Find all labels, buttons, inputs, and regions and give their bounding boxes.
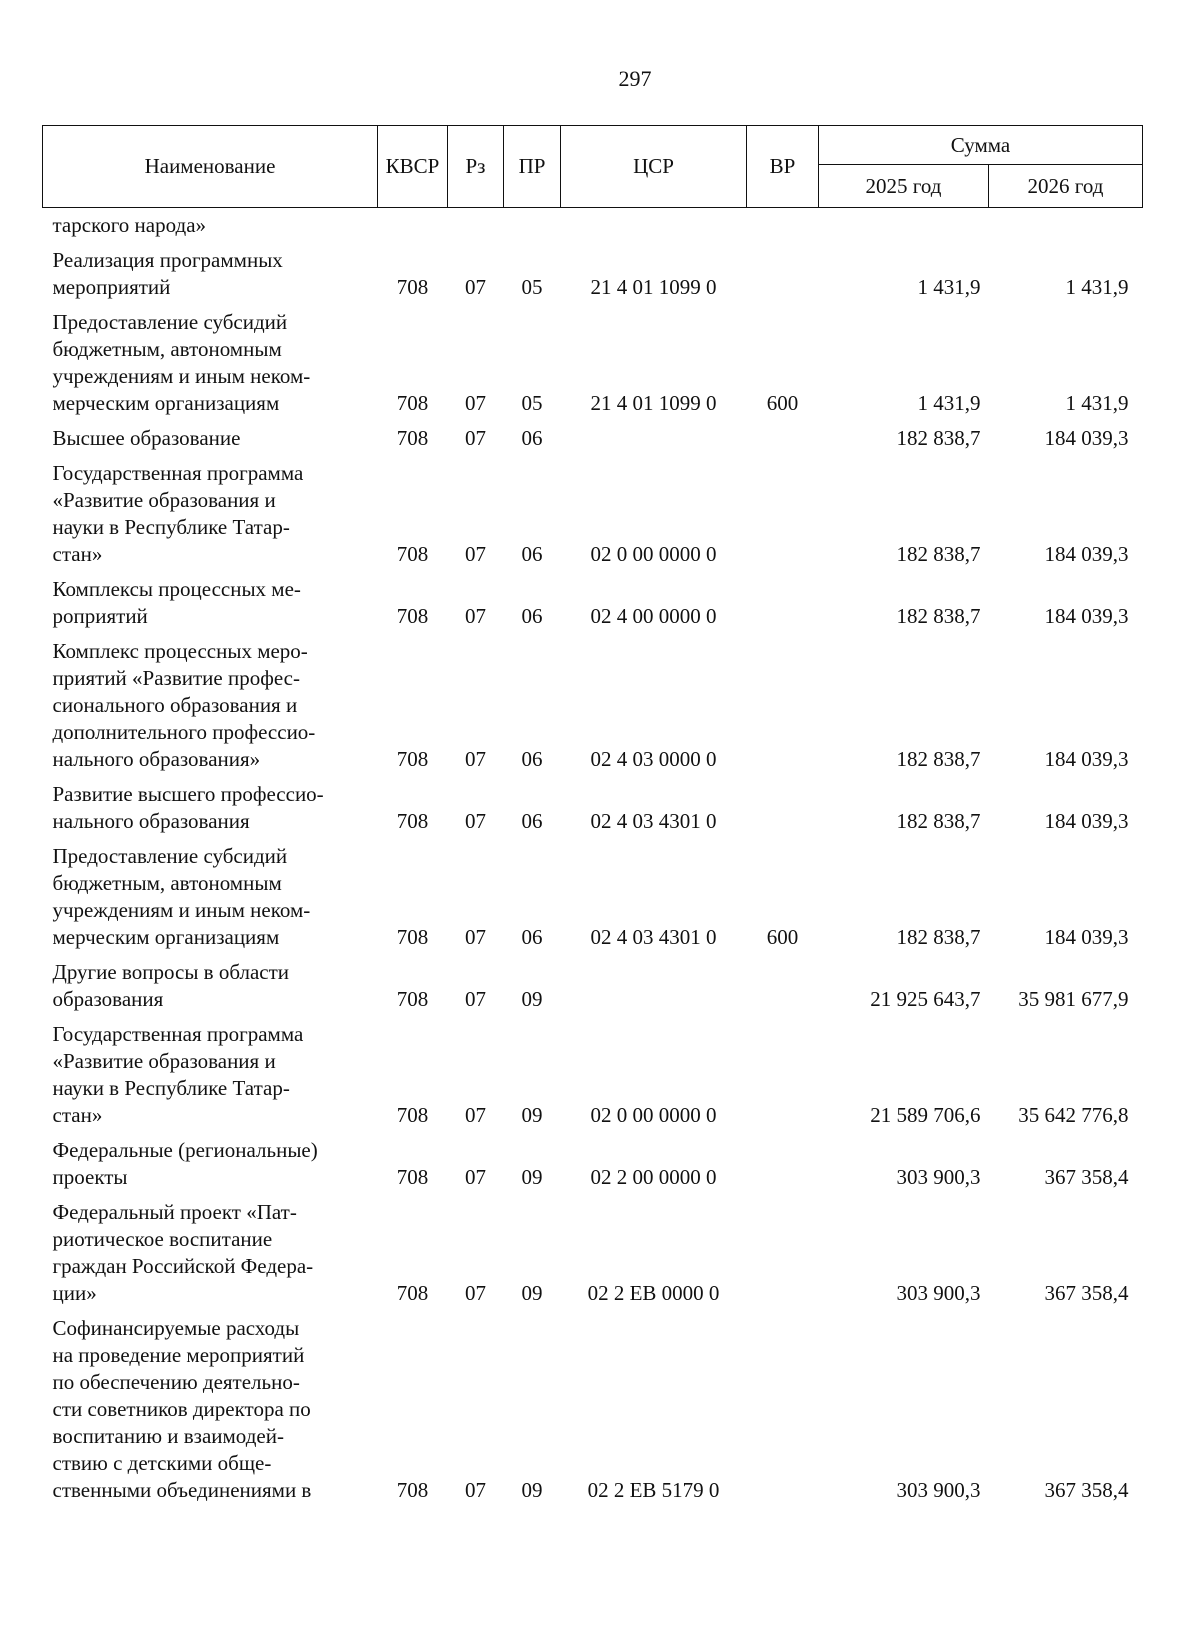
- row-sum-2025: 182 838,7: [896, 809, 981, 833]
- row-name: [43, 417, 378, 452]
- header-vr: ВР: [747, 126, 819, 208]
- table-row: [43, 417, 1143, 452]
- row-pr: 09: [521, 987, 543, 1011]
- row-kvsr: 708: [396, 747, 429, 771]
- row-sum-2025: 1 431,9: [917, 391, 981, 415]
- row-pr: 06: [521, 426, 543, 450]
- row-vr: 600: [766, 925, 799, 949]
- row-name-text: Реализация программных мероприятий: [52, 248, 283, 299]
- row-pr: 06: [521, 747, 543, 771]
- table-row: [43, 1129, 1143, 1191]
- header-name: Наименование: [43, 126, 378, 208]
- row-csr: 02 4 03 4301 0: [590, 925, 717, 949]
- row-csr: 21 4 01 1099 0: [590, 275, 717, 299]
- row-vr: [747, 568, 819, 630]
- row-name: [43, 239, 378, 301]
- row-vr: 600: [766, 391, 799, 415]
- row-rz: 07: [465, 747, 486, 771]
- row-kvsr: 708: [396, 809, 429, 833]
- row-csr: 21 4 01 1099 0: [590, 391, 717, 415]
- row-name: [43, 1191, 378, 1307]
- header-kvsr: КВСР: [378, 126, 448, 208]
- row-kvsr: 708: [396, 426, 429, 450]
- row-name-text: Предоставление субсидий бюджетным, автономным учреждениям и иным неком- мерческим организациям: [52, 310, 311, 415]
- table-row: [43, 835, 1143, 951]
- row-pr: 06: [521, 542, 543, 566]
- budget-table: [42, 125, 1143, 1504]
- row-rz: 07: [465, 1478, 486, 1502]
- row-sum-2026: 367 358,4: [1044, 1478, 1129, 1502]
- row-sum-2026: 184 039,3: [1044, 604, 1129, 628]
- row-pr: 09: [521, 1103, 543, 1127]
- row-kvsr: 708: [396, 1281, 429, 1305]
- row-csr: 02 2 ЕВ 5179 0: [587, 1478, 720, 1502]
- row-name: [43, 452, 378, 568]
- row-vr: [747, 1129, 819, 1191]
- row-csr: 02 4 03 4301 0: [590, 809, 717, 833]
- row-pr: 09: [521, 1478, 543, 1502]
- row-kvsr: 708: [396, 1103, 429, 1127]
- row-sum-2025: 182 838,7: [896, 604, 981, 628]
- row-vr: [747, 239, 819, 301]
- row-name-text: Государственная программа «Развитие образования и науки в Республике Татар- стан»: [52, 1022, 304, 1127]
- row-csr: 02 2 00 0000 0: [590, 1165, 717, 1189]
- row-name: [43, 568, 378, 630]
- row-sum-2025: 21 589 706,6: [870, 1103, 981, 1127]
- row-vr: [747, 630, 819, 773]
- row-kvsr: 708: [396, 1165, 429, 1189]
- row-name: [43, 301, 378, 417]
- page-number: 297: [618, 66, 652, 91]
- row-sum-2026: 1 431,9: [1065, 275, 1129, 299]
- table-row: [43, 239, 1143, 301]
- row-csr: [561, 417, 747, 452]
- row-sum-2025: 182 838,7: [896, 426, 981, 450]
- row-rz: 07: [465, 1165, 486, 1189]
- row-rz: 07: [465, 542, 486, 566]
- row-pr: 06: [521, 604, 543, 628]
- header-year-2026: 2026 год: [989, 165, 1143, 208]
- row-pr: 05: [521, 275, 543, 299]
- row-sum-2026: 367 358,4: [1044, 1281, 1129, 1305]
- row-sum-2025: 1 431,9: [917, 275, 981, 299]
- row-vr: [747, 951, 819, 1013]
- row-vr: [747, 1307, 819, 1504]
- table-row: [43, 568, 1143, 630]
- row-sum-2026: 184 039,3: [1044, 809, 1129, 833]
- row-name-text: Софинансируемые расходы на проведение мероприятий по обеспечению деятельно- сти советников директора по воспитанию и взаимодей- ствию с детскими обще- ственными объединениями в: [52, 1316, 312, 1502]
- row-pr: 06: [521, 925, 543, 949]
- row-vr: [747, 773, 819, 835]
- row-name-text: Другие вопросы в области образования: [52, 960, 290, 1011]
- row-sum-2025: 21 925 643,7: [870, 987, 981, 1011]
- row-name: [43, 1129, 378, 1191]
- table-row: [43, 773, 1143, 835]
- table-body: [43, 208, 1143, 1505]
- row-vr: [747, 452, 819, 568]
- row-csr: 02 2 ЕВ 0000 0: [587, 1281, 720, 1305]
- row-csr: 02 0 00 0000 0: [590, 542, 717, 566]
- row-name-text: Федеральные (региональные) проекты: [52, 1138, 318, 1189]
- table-row: [43, 1307, 1143, 1504]
- header-csr: ЦСР: [561, 126, 747, 208]
- row-name: [43, 1307, 378, 1504]
- continuation-row: [43, 208, 1143, 240]
- row-name-text: Государственная программа «Развитие образования и науки в Республике Татар- стан»: [52, 461, 304, 566]
- row-name-text: Предоставление субсидий бюджетным, автономным учреждениям и иным неком- мерческим организациям: [52, 844, 311, 949]
- row-sum-2025: 182 838,7: [896, 747, 981, 771]
- row-sum-2026: 367 358,4: [1044, 1165, 1129, 1189]
- row-name-text: Развитие высшего профессио- нального образования: [52, 782, 324, 833]
- row-kvsr: 708: [396, 925, 429, 949]
- header-rz: Рз: [448, 126, 504, 208]
- row-kvsr: 708: [396, 604, 429, 628]
- row-rz: 07: [465, 1281, 486, 1305]
- row-name-text: Федеральный проект «Пат- риотическое воспитание граждан Российской Федера- ции»: [52, 1200, 314, 1305]
- row-name: [43, 951, 378, 1013]
- row-kvsr: 708: [396, 275, 429, 299]
- row-sum-2026: 184 039,3: [1044, 925, 1129, 949]
- row-name: [43, 630, 378, 773]
- row-rz: 07: [465, 426, 486, 450]
- table-row: [43, 301, 1143, 417]
- row-name-text: Высшее образование: [52, 426, 241, 450]
- table-row: [43, 951, 1143, 1013]
- row-kvsr: 708: [396, 391, 429, 415]
- table-row: [43, 1191, 1143, 1307]
- row-sum-2025: 303 900,3: [896, 1281, 981, 1305]
- row-csr: [561, 951, 747, 1013]
- row-kvsr: 708: [396, 987, 429, 1011]
- row-sum-2025: 303 900,3: [896, 1165, 981, 1189]
- row-rz: 07: [465, 809, 486, 833]
- row-name: [43, 208, 378, 240]
- row-sum-2025: 182 838,7: [896, 542, 981, 566]
- table-header: [43, 126, 1143, 208]
- row-rz: 07: [465, 391, 486, 415]
- row-vr: [747, 1191, 819, 1307]
- table-row: [43, 1013, 1143, 1129]
- row-pr: 05: [521, 391, 543, 415]
- table-row: [43, 630, 1143, 773]
- row-pr: 06: [521, 809, 543, 833]
- header-sum: Сумма: [819, 126, 1143, 165]
- row-csr: 02 4 03 0000 0: [590, 747, 717, 771]
- row-vr: [747, 417, 819, 452]
- row-csr: 02 0 00 0000 0: [590, 1103, 717, 1127]
- row-kvsr: 708: [396, 1478, 429, 1502]
- row-rz: 07: [465, 987, 486, 1011]
- table-row: [43, 452, 1143, 568]
- row-sum-2026: 184 039,3: [1044, 542, 1129, 566]
- continuation-text: тарского народа»: [52, 213, 207, 237]
- row-name-text: Комплекс процессных меро- приятий «Развитие профес- сионального образования и дополнительного профессио- нального образования»: [52, 639, 316, 771]
- row-sum-2025: 303 900,3: [896, 1478, 981, 1502]
- row-name: [43, 773, 378, 835]
- row-sum-2026: 1 431,9: [1065, 391, 1129, 415]
- row-sum-2025: 182 838,7: [896, 925, 981, 949]
- row-name-text: Комплексы процессных ме- роприятий: [52, 577, 301, 628]
- row-pr: 09: [521, 1165, 543, 1189]
- header-pr: ПР: [504, 126, 561, 208]
- header-year-2025: 2025 год: [819, 165, 989, 208]
- row-name: [43, 835, 378, 951]
- row-pr: 09: [521, 1281, 543, 1305]
- row-sum-2026: 35 981 677,9: [1018, 987, 1129, 1011]
- row-csr: 02 4 00 0000 0: [590, 604, 717, 628]
- row-rz: 07: [465, 925, 486, 949]
- row-rz: 07: [465, 275, 486, 299]
- row-rz: 07: [465, 1103, 486, 1127]
- row-vr: [747, 1013, 819, 1129]
- row-name: [43, 1013, 378, 1129]
- row-rz: 07: [465, 604, 486, 628]
- row-kvsr: 708: [396, 542, 429, 566]
- row-sum-2026: 184 039,3: [1044, 426, 1129, 450]
- row-sum-2026: 35 642 776,8: [1018, 1103, 1129, 1127]
- row-sum-2026: 184 039,3: [1044, 747, 1129, 771]
